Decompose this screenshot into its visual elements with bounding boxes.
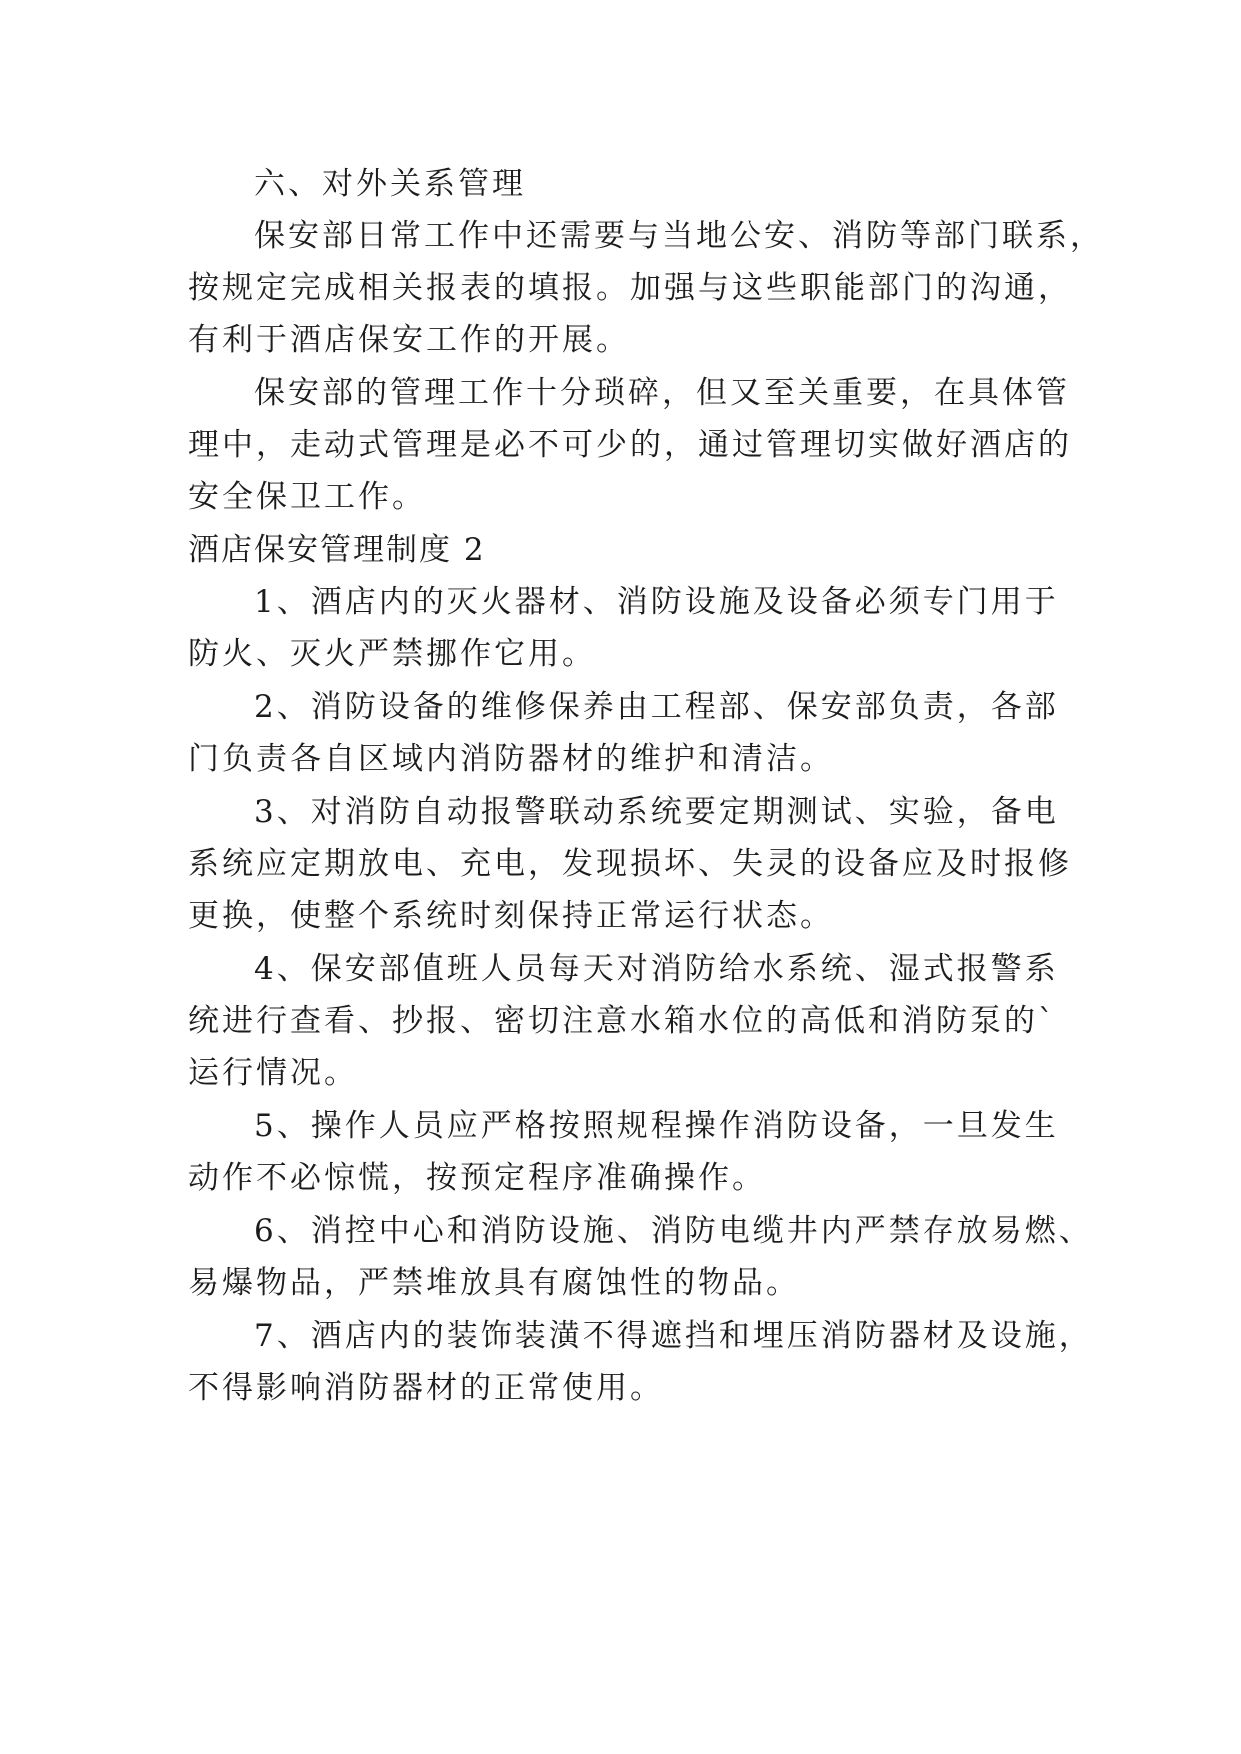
rule-line: 动作不必惊慌，按预定程序准确操作。 (188, 1160, 766, 1196)
section-heading: 六、对外关系管理 (254, 166, 526, 202)
rule-item (188, 681, 1088, 785)
rule-line: 3、对消防自动报警联动系统要定期测试、实验，备电 (254, 794, 1059, 830)
rule-item (188, 1205, 1093, 1309)
rule-line: 更换，使整个系统时刻保持正常运行状态。 (188, 898, 834, 934)
rule-item (188, 786, 1088, 942)
rule-line: 2、消防设备的维修保养由工程部、保安部负责，各部 (254, 689, 1059, 725)
rule-line: 运行情况。 (188, 1055, 358, 1091)
intro-paragraph (188, 210, 1104, 366)
rule-line: 7、酒店内的装饰装潢不得遮挡和埋压消防器材及设施， (254, 1318, 1093, 1354)
rule-line: 5、操作人员应严格按照规程操作消防设备，一旦发生 (254, 1108, 1059, 1144)
paragraph-line: 安全保卫工作。 (188, 479, 426, 515)
rule-line: 4、保安部值班人员每天对消防给水系统、湿式报警系 (254, 951, 1059, 987)
document-body (188, 158, 1104, 1415)
rule-line: 统进行查看、抄报、密切注意水箱水位的高低和消防泵的` (188, 1003, 1057, 1039)
rule-line: 防火、灭火严禁挪作它用。 (188, 636, 596, 672)
document-title: 酒店保安管理制度 2 (188, 532, 486, 568)
rule-line: 1、酒店内的灭火器材、消防设施及设备必须专门用于 (254, 584, 1059, 620)
intro-paragraph (188, 367, 1088, 523)
rule-item (188, 576, 1088, 680)
rule-item (188, 1100, 1088, 1204)
rule-line: 6、消控中心和消防设施、消防电缆井内严禁存放易燃、 (254, 1213, 1093, 1249)
paragraph-line: 按规定完成相关报表的填报。加强与这些职能部门的沟通， (188, 270, 1072, 306)
rule-line: 系统应定期放电、充电，发现损坏、失灵的设备应及时报修 (188, 846, 1072, 882)
rule-line: 易爆物品，严禁堆放具有腐蚀性的物品。 (188, 1265, 800, 1301)
paragraph-line: 保安部的管理工作十分琐碎，但又至关重要，在具体管 (254, 375, 1070, 411)
rule-item (188, 1310, 1093, 1414)
paragraph-line: 保安部日常工作中还需要与当地公安、消防等部门联系， (254, 218, 1104, 254)
paragraph-line: 有利于酒店保安工作的开展。 (188, 322, 630, 358)
paragraph-line: 理中，走动式管理是必不可少的，通过管理切实做好酒店的 (188, 427, 1072, 463)
rule-line: 不得影响消防器材的正常使用。 (188, 1370, 664, 1406)
rule-line: 门负责各自区域内消防器材的维护和清洁。 (188, 741, 834, 777)
rule-item (188, 943, 1088, 1099)
